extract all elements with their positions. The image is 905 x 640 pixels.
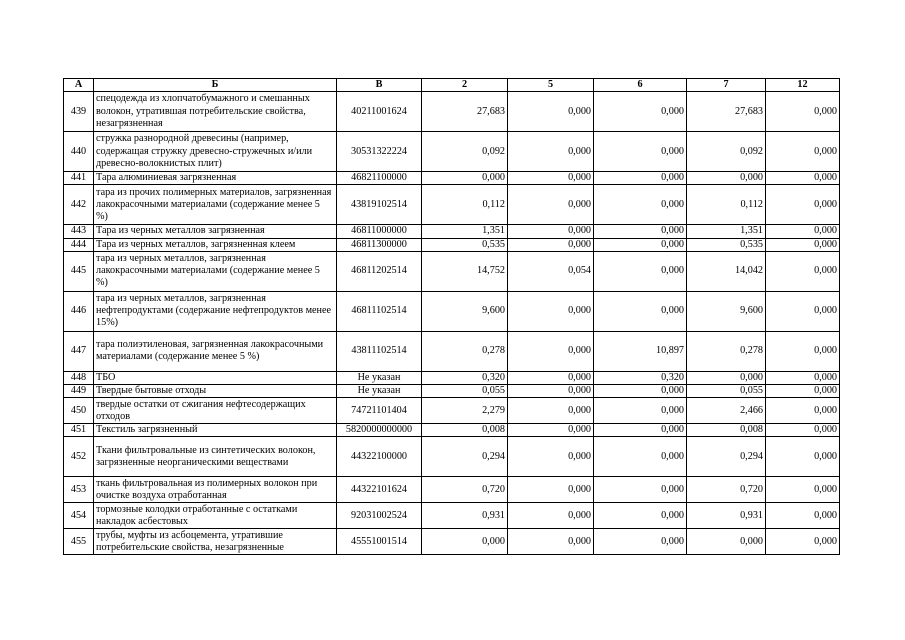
value-col-7: 0,055 — [687, 385, 766, 398]
column-header: 7 — [687, 79, 766, 92]
waste-name: тара полиэтиленовая, загрязненная лакокрасочными материалами (содержание менее 5 %) — [94, 331, 337, 371]
value-col-5: 0,000 — [508, 132, 594, 172]
value-col-6: 0,000 — [594, 477, 687, 503]
value-col-2: 0,320 — [422, 371, 508, 384]
value-col-12: 0,000 — [766, 331, 840, 371]
waste-name: Твердые бытовые отходы — [94, 385, 337, 398]
value-col-5: 0,000 — [508, 185, 594, 225]
row-number: 442 — [64, 185, 94, 225]
waste-code: 40211001624 — [337, 92, 422, 132]
value-col-2: 0,112 — [422, 185, 508, 225]
value-col-7: 0,720 — [687, 477, 766, 503]
column-header: 6 — [594, 79, 687, 92]
value-col-12: 0,000 — [766, 291, 840, 331]
value-col-5: 0,000 — [508, 398, 594, 424]
waste-code: 43819102514 — [337, 185, 422, 225]
value-col-5: 0,000 — [508, 371, 594, 384]
waste-name: Тара алюминиевая загрязненная — [94, 172, 337, 185]
value-col-12: 0,000 — [766, 132, 840, 172]
column-header: В — [337, 79, 422, 92]
value-col-5: 0,000 — [508, 437, 594, 477]
value-col-6: 0,000 — [594, 92, 687, 132]
waste-name: тормозные колодки отработанные с остатками накладок асбестовых — [94, 503, 337, 529]
table-row — [64, 172, 840, 185]
waste-code: 74721101404 — [337, 398, 422, 424]
value-col-7: 0,008 — [687, 424, 766, 437]
value-col-12: 0,000 — [766, 371, 840, 384]
value-col-5: 0,000 — [508, 238, 594, 251]
value-col-5: 0,054 — [508, 251, 594, 291]
waste-name: ткань фильтровальная из полимерных волокон при очистке воздуха отработанная — [94, 477, 337, 503]
row-number: 444 — [64, 238, 94, 251]
waste-name: стружка разнородной древесины (например, содержащая стружку древесно-стружечных и/или древесно-волокнистых плит) — [94, 132, 337, 172]
value-col-2: 0,000 — [422, 529, 508, 555]
value-col-2: 0,008 — [422, 424, 508, 437]
table-row — [64, 225, 840, 238]
value-col-2: 0,720 — [422, 477, 508, 503]
column-header: 5 — [508, 79, 594, 92]
value-col-7: 0,278 — [687, 331, 766, 371]
row-number: 443 — [64, 225, 94, 238]
table-row — [64, 503, 840, 529]
value-col-6: 0,000 — [594, 185, 687, 225]
value-col-12: 0,000 — [766, 172, 840, 185]
value-col-6: 0,000 — [594, 172, 687, 185]
row-number: 440 — [64, 132, 94, 172]
row-number: 448 — [64, 371, 94, 384]
value-col-12: 0,000 — [766, 398, 840, 424]
row-number: 455 — [64, 529, 94, 555]
value-col-12: 0,000 — [766, 437, 840, 477]
value-col-6: 0,000 — [594, 291, 687, 331]
value-col-5: 0,000 — [508, 424, 594, 437]
waste-name: тара из прочих полимерных материалов, загрязненная лакокрасочными материалами (содержание менее 5 %) — [94, 185, 337, 225]
value-col-2: 2,279 — [422, 398, 508, 424]
waste-name: Тара из черных металлов, загрязненная клеем — [94, 238, 337, 251]
column-header: Б — [94, 79, 337, 92]
row-number: 449 — [64, 385, 94, 398]
row-number: 451 — [64, 424, 94, 437]
value-col-7: 14,042 — [687, 251, 766, 291]
waste-code: 5820000000000 — [337, 424, 422, 437]
value-col-6: 0,000 — [594, 251, 687, 291]
value-col-12: 0,000 — [766, 529, 840, 555]
value-col-5: 0,000 — [508, 529, 594, 555]
value-col-12: 0,000 — [766, 238, 840, 251]
waste-code: 46811202514 — [337, 251, 422, 291]
row-number: 445 — [64, 251, 94, 291]
value-col-12: 0,000 — [766, 385, 840, 398]
value-col-2: 27,683 — [422, 92, 508, 132]
value-col-6: 0,000 — [594, 437, 687, 477]
value-col-5: 0,000 — [508, 92, 594, 132]
table-row — [64, 385, 840, 398]
row-number: 446 — [64, 291, 94, 331]
waste-name: тара из черных металлов, загрязненная лакокрасочными материалами (содержание менее 5 %) — [94, 251, 337, 291]
value-col-2: 0,278 — [422, 331, 508, 371]
waste-code: 30531322224 — [337, 132, 422, 172]
waste-code: 44322100000 — [337, 437, 422, 477]
value-col-6: 0,000 — [594, 385, 687, 398]
waste-name: ТБО — [94, 371, 337, 384]
table-row — [64, 291, 840, 331]
column-header: А — [64, 79, 94, 92]
table-row — [64, 92, 840, 132]
waste-code: 46811300000 — [337, 238, 422, 251]
table-row — [64, 424, 840, 437]
row-number: 447 — [64, 331, 94, 371]
value-col-7: 0,000 — [687, 529, 766, 555]
table-row — [64, 331, 840, 371]
value-col-7: 0,294 — [687, 437, 766, 477]
row-number: 454 — [64, 503, 94, 529]
value-col-2: 9,600 — [422, 291, 508, 331]
value-col-2: 0,000 — [422, 172, 508, 185]
waste-name: спецодежда из хлопчатобумажного и смешанных волокон, утратившая потребительские свойства, незагрязненная — [94, 92, 337, 132]
waste-name: тара из черных металлов, загрязненная нефтепродуктами (содержание нефтепродуктов менее 15%) — [94, 291, 337, 331]
row-number: 441 — [64, 172, 94, 185]
value-col-7: 9,600 — [687, 291, 766, 331]
value-col-2: 1,351 — [422, 225, 508, 238]
waste-name: твердые остатки от сжигания нефтесодержащих отходов — [94, 398, 337, 424]
table-row — [64, 398, 840, 424]
value-col-12: 0,000 — [766, 503, 840, 529]
value-col-6: 0,000 — [594, 503, 687, 529]
value-col-12: 0,000 — [766, 251, 840, 291]
waste-name: Текстиль загрязненный — [94, 424, 337, 437]
table-row — [64, 185, 840, 225]
table-row — [64, 437, 840, 477]
value-col-12: 0,000 — [766, 225, 840, 238]
waste-code: Не указан — [337, 371, 422, 384]
table-row — [64, 238, 840, 251]
column-header: 12 — [766, 79, 840, 92]
value-col-2: 0,055 — [422, 385, 508, 398]
value-col-6: 0,000 — [594, 225, 687, 238]
waste-code: 46821100000 — [337, 172, 422, 185]
table-body — [64, 92, 840, 555]
value-col-7: 0,535 — [687, 238, 766, 251]
value-col-6: 0,000 — [594, 529, 687, 555]
column-header: 2 — [422, 79, 508, 92]
value-col-12: 0,000 — [766, 185, 840, 225]
row-number: 450 — [64, 398, 94, 424]
value-col-2: 0,535 — [422, 238, 508, 251]
row-number: 439 — [64, 92, 94, 132]
table-row — [64, 477, 840, 503]
waste-code: 43811102514 — [337, 331, 422, 371]
value-col-5: 0,000 — [508, 477, 594, 503]
value-col-6: 0,000 — [594, 398, 687, 424]
waste-code: 44322101624 — [337, 477, 422, 503]
value-col-7: 0,000 — [687, 172, 766, 185]
waste-name: трубы, муфты из асбоцемента, утратившие потребительские свойства, незагрязненные — [94, 529, 337, 555]
value-col-5: 0,000 — [508, 385, 594, 398]
waste-code: 92031002524 — [337, 503, 422, 529]
value-col-12: 0,000 — [766, 92, 840, 132]
header-row — [64, 79, 840, 92]
value-col-5: 0,000 — [508, 291, 594, 331]
value-col-6: 10,897 — [594, 331, 687, 371]
value-col-5: 0,000 — [508, 225, 594, 238]
value-col-5: 0,000 — [508, 503, 594, 529]
value-col-2: 14,752 — [422, 251, 508, 291]
value-col-2: 0,294 — [422, 437, 508, 477]
value-col-5: 0,000 — [508, 172, 594, 185]
value-col-12: 0,000 — [766, 477, 840, 503]
value-col-12: 0,000 — [766, 424, 840, 437]
value-col-7: 0,931 — [687, 503, 766, 529]
value-col-7: 2,466 — [687, 398, 766, 424]
value-col-5: 0,000 — [508, 331, 594, 371]
waste-name: Тара из черных металлов загрязненная — [94, 225, 337, 238]
value-col-7: 0,092 — [687, 132, 766, 172]
value-col-7: 1,351 — [687, 225, 766, 238]
value-col-7: 27,683 — [687, 92, 766, 132]
waste-code: 45551001514 — [337, 529, 422, 555]
table-row — [64, 251, 840, 291]
table-row — [64, 529, 840, 555]
row-number: 452 — [64, 437, 94, 477]
row-number: 453 — [64, 477, 94, 503]
value-col-6: 0,000 — [594, 132, 687, 172]
waste-code: 46811102514 — [337, 291, 422, 331]
value-col-6: 0,000 — [594, 424, 687, 437]
value-col-7: 0,112 — [687, 185, 766, 225]
waste-code: Не указан — [337, 385, 422, 398]
table-row — [64, 371, 840, 384]
value-col-2: 0,092 — [422, 132, 508, 172]
waste-table — [63, 78, 840, 555]
waste-name: Ткани фильтровальные из синтетических волокон, загрязненные неорганическими веществами — [94, 437, 337, 477]
value-col-6: 0,320 — [594, 371, 687, 384]
value-col-7: 0,000 — [687, 371, 766, 384]
table-row — [64, 132, 840, 172]
value-col-6: 0,000 — [594, 238, 687, 251]
waste-code: 46811000000 — [337, 225, 422, 238]
value-col-2: 0,931 — [422, 503, 508, 529]
